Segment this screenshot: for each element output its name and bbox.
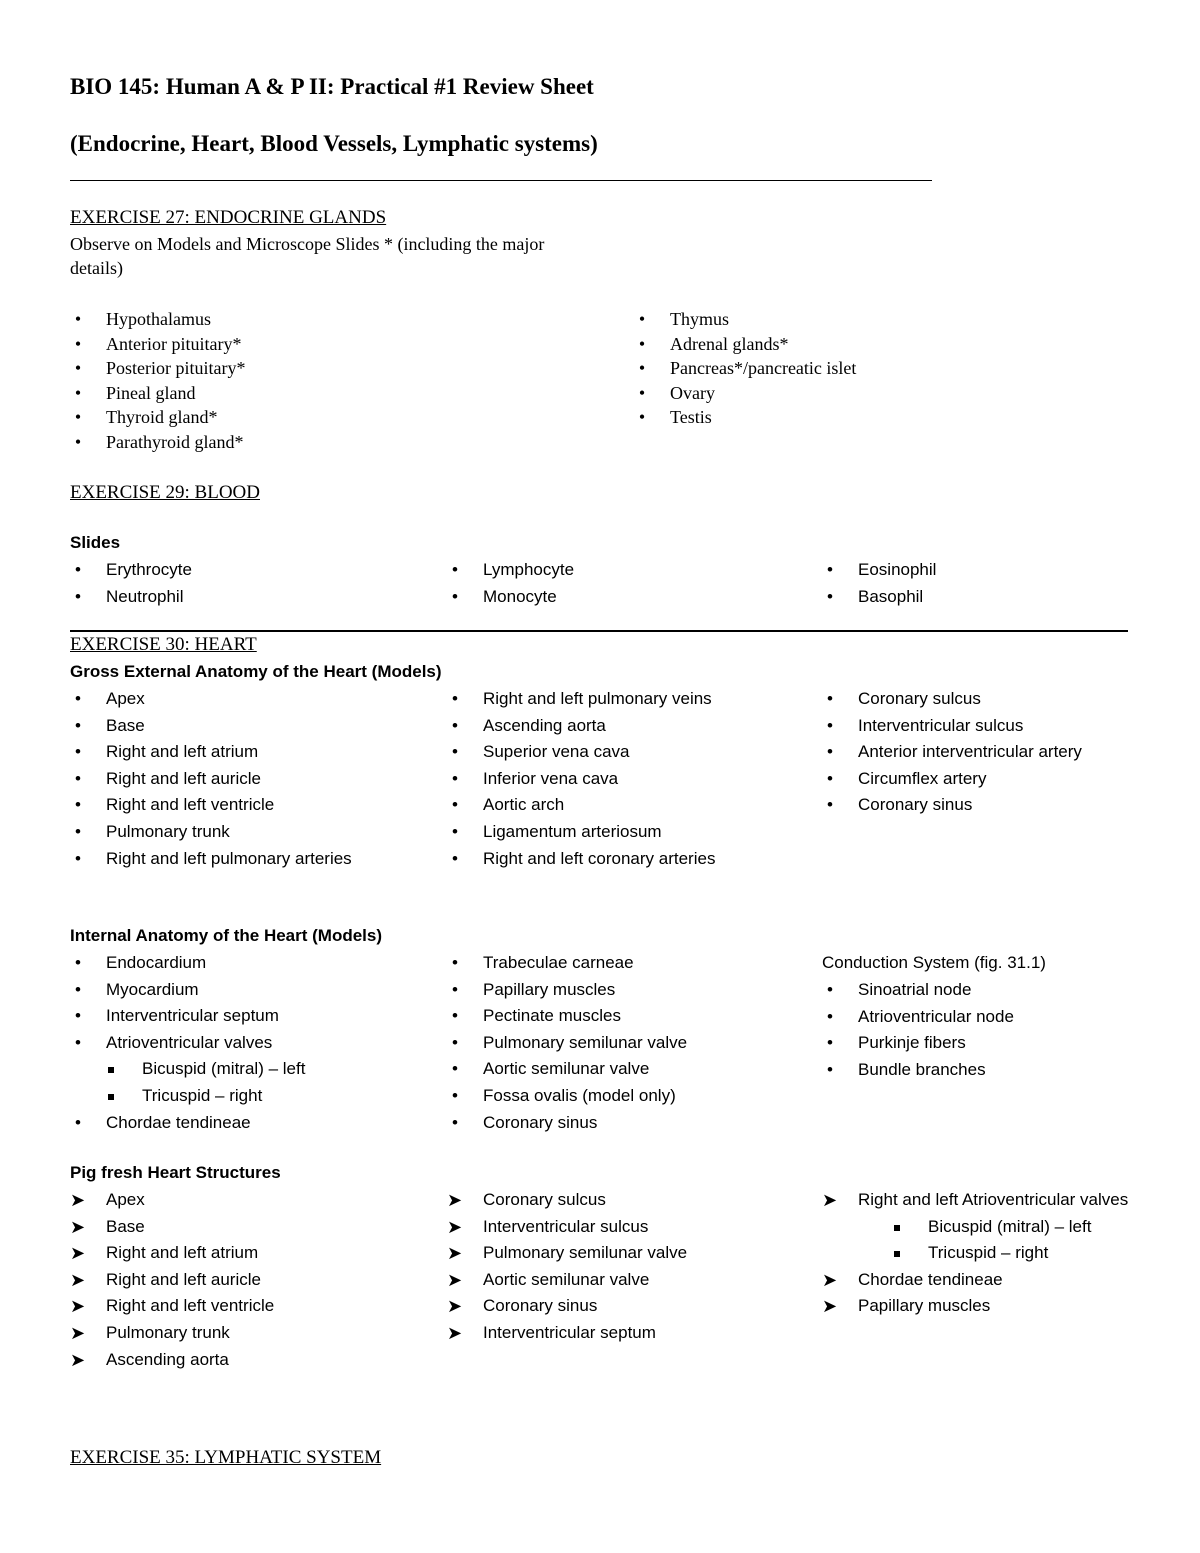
- gross-list-2-item: • Superior vena cava: [452, 742, 630, 762]
- slides-label: Slides: [70, 533, 121, 552]
- internal-col1-sub-item-0: Bicuspid (mitral) – left: [106, 1056, 400, 1083]
- endocrine-list-2: [634, 307, 856, 430]
- gross-list-2-item: • Right and left pulmonary veins: [452, 689, 712, 708]
- pig-col3-first-item: ➤ Right and left Atrioventricular valves Bicuspid (mitral) – left Tricuspid – right: [822, 1187, 1142, 1267]
- pig-list-2-item: ➤ Aortic semilunar valve: [447, 1269, 650, 1290]
- gross-list-2-item: • Aortic arch: [452, 795, 565, 815]
- pig-list-2-item: ➤ Interventricular septum: [447, 1322, 656, 1343]
- pig-list-1-item: ➤ Ascending aorta: [70, 1349, 229, 1370]
- section-divider: [70, 630, 1128, 632]
- endocrine-list-2-item: • Adrenal glands*: [638, 333, 789, 354]
- gross-list-1-item: • Base: [75, 715, 145, 735]
- internal-list-2: [447, 950, 777, 1136]
- conduction-list-item: • Atrioventricular node: [827, 1006, 1014, 1026]
- gross-list-1-item: • Apex: [75, 689, 145, 708]
- internal-list-2-item: • Trabeculae carneae: [452, 953, 634, 972]
- blood-list-1-item: • Neutrophil: [75, 586, 184, 606]
- gross-list-2-item: • Ligamentum arteriosum: [452, 821, 662, 841]
- gross-list-3: [822, 686, 1092, 819]
- internal-col1-after-item-0: • Chordae tendineae: [75, 1112, 251, 1132]
- conduction-list-item: • Bundle branches: [827, 1059, 986, 1079]
- gross-list-1-item: • Pulmonary trunk: [75, 821, 230, 841]
- internal-list-2-item: • Aortic semilunar valve: [452, 1059, 650, 1079]
- gross-list-3-item: • Coronary sulcus: [827, 689, 981, 708]
- internal-col1-item-2: • Interventricular septum: [75, 1006, 279, 1026]
- pig-list-2-item: ➤ Interventricular sulcus: [447, 1216, 649, 1237]
- blood-list-3-item: • Eosinophil: [827, 560, 937, 579]
- pig-heart-label: Pig fresh Heart Structures: [70, 1163, 281, 1182]
- blood-list-1: [70, 557, 192, 610]
- gross-list-3-item: • Interventricular sulcus: [827, 715, 1024, 735]
- gross-list-2-item: • Inferior vena cava: [452, 768, 619, 788]
- internal-list-2-item: • Pulmonary semilunar valve: [452, 1032, 688, 1052]
- pig-col3-after-item-1: ➤ Papillary muscles: [822, 1296, 991, 1317]
- gross-list-2-item: • Right and left coronary arteries: [452, 848, 716, 868]
- blood-list-2-item: • Monocyte: [452, 586, 557, 606]
- gross-list-2-item: • Ascending aorta: [452, 715, 606, 735]
- gross-list-1-item: • Right and left ventricle: [75, 795, 275, 815]
- internal-col1-item-1: • Myocardium: [75, 979, 199, 999]
- pig-list-2-item: ➤ Pulmonary semilunar valve: [447, 1243, 688, 1264]
- endocrine-list-1-item: • Parathyroid gland*: [74, 431, 244, 452]
- internal-list-2-item: • Papillary muscles: [452, 979, 616, 999]
- pig-col3-sub-item-0: Bicuspid (mitral) – left: [892, 1214, 1142, 1241]
- pig-list-1-item: ➤ Apex: [70, 1190, 145, 1210]
- conduction-list: [822, 977, 1122, 1083]
- pig-list-1-item: ➤ Pulmonary trunk: [70, 1322, 230, 1343]
- endocrine-list-1-item: • Posterior pituitary*: [74, 358, 246, 379]
- exercise-29-heading: EXERCISE 29: BLOOD: [70, 482, 260, 503]
- gross-list-1: [70, 686, 370, 872]
- exercise-30-heading: EXERCISE 30: HEART: [70, 634, 257, 655]
- pig-list-1: [70, 1187, 400, 1373]
- endocrine-list-1-item: • Hypothalamus: [74, 309, 211, 329]
- blood-list-2: [447, 557, 574, 610]
- gross-list-1-item: • Right and left auricle: [75, 768, 261, 788]
- page-subtitle: (Endocrine, Heart, Blood Vessels, Lymphatic systems): [70, 131, 598, 156]
- conduction-list-item: • Purkinje fibers: [827, 1033, 966, 1053]
- blood-list-2-item: • Lymphocyte: [452, 560, 575, 579]
- internal-col1-sub-item-1: Tricuspid – right: [106, 1083, 400, 1110]
- endocrine-list-2-item: • Pancreas*/pancreatic islet: [638, 358, 857, 379]
- pig-list-2-item: ➤ Coronary sinus: [447, 1296, 598, 1317]
- pig-list-3: [822, 1187, 1142, 1320]
- internal-anatomy-label: Internal Anatomy of the Heart (Models): [70, 926, 383, 945]
- conduction-system-label: Conduction System (fig. 31.1): [822, 953, 1046, 972]
- pig-list-1-item: ➤ Right and left atrium: [70, 1243, 259, 1264]
- blood-list-3: [822, 557, 936, 610]
- conduction-list-item: • Sinoatrial node: [827, 980, 972, 999]
- endocrine-list-2-item: • Ovary: [638, 382, 715, 403]
- internal-list-2-item: • Pectinate muscles: [452, 1006, 621, 1026]
- gross-list-1-item: • Right and left pulmonary arteries: [75, 848, 352, 868]
- pig-col3-sub-item-1: Tricuspid – right: [892, 1240, 1142, 1267]
- endocrine-list-1-item: • Pineal gland: [74, 382, 196, 403]
- gross-anatomy-label: Gross External Anatomy of the Heart (Models): [70, 662, 442, 681]
- endocrine-list-1: [70, 307, 245, 455]
- pig-col3-after-item-0: ➤ Chordae tendineae: [822, 1269, 1003, 1290]
- pig-list-1-item: ➤ Right and left auricle: [70, 1269, 261, 1290]
- blood-list-3-item: • Basophil: [827, 586, 924, 606]
- exercise-35-heading: EXERCISE 35: LYMPHATIC SYSTEM: [70, 1447, 382, 1468]
- endocrine-list-2-item: • Testis: [638, 407, 712, 428]
- pig-list-1-item: ➤ Base: [70, 1216, 145, 1237]
- blood-list-1-item: • Erythrocyte: [75, 560, 192, 579]
- pig-list-2: [447, 1187, 777, 1347]
- gross-list-1-item: • Right and left atrium: [75, 742, 259, 762]
- exercise-27-heading: EXERCISE 27: ENDOCRINE GLANDS: [70, 207, 387, 228]
- gross-list-3-item: • Circumflex artery: [827, 768, 987, 788]
- internal-list-2-item: • Coronary sinus: [452, 1112, 598, 1132]
- pig-list-1-item: ➤ Right and left ventricle: [70, 1296, 275, 1317]
- internal-list-1: [70, 950, 400, 1136]
- gross-list-3-item: • Coronary sinus: [827, 795, 973, 815]
- gross-list-3-item: • Anterior interventricular artery: [827, 742, 1082, 762]
- internal-col1-item-0: • Endocardium: [75, 953, 207, 972]
- divider: [70, 180, 932, 181]
- endocrine-list-1-item: • Anterior pituitary*: [74, 333, 242, 354]
- endocrine-list-1-item: • Thyroid gland*: [74, 407, 218, 428]
- gross-list-2: [447, 686, 747, 872]
- pig-list-2-item: ➤ Coronary sulcus: [447, 1190, 606, 1210]
- exercise-27-note: Observe on Models and Microscope Slides * (including the major details): [70, 234, 545, 278]
- internal-list-2-item: • Fossa ovalis (model only): [452, 1085, 676, 1105]
- endocrine-list-2-item: • Thymus: [638, 309, 730, 329]
- internal-col1-item-3: • Atrioventricular valves Bicuspid (mitral) – left Tricuspid – right: [70, 1030, 400, 1110]
- page-title: BIO 145: Human A & P II: Practical #1 Review Sheet: [70, 74, 594, 99]
